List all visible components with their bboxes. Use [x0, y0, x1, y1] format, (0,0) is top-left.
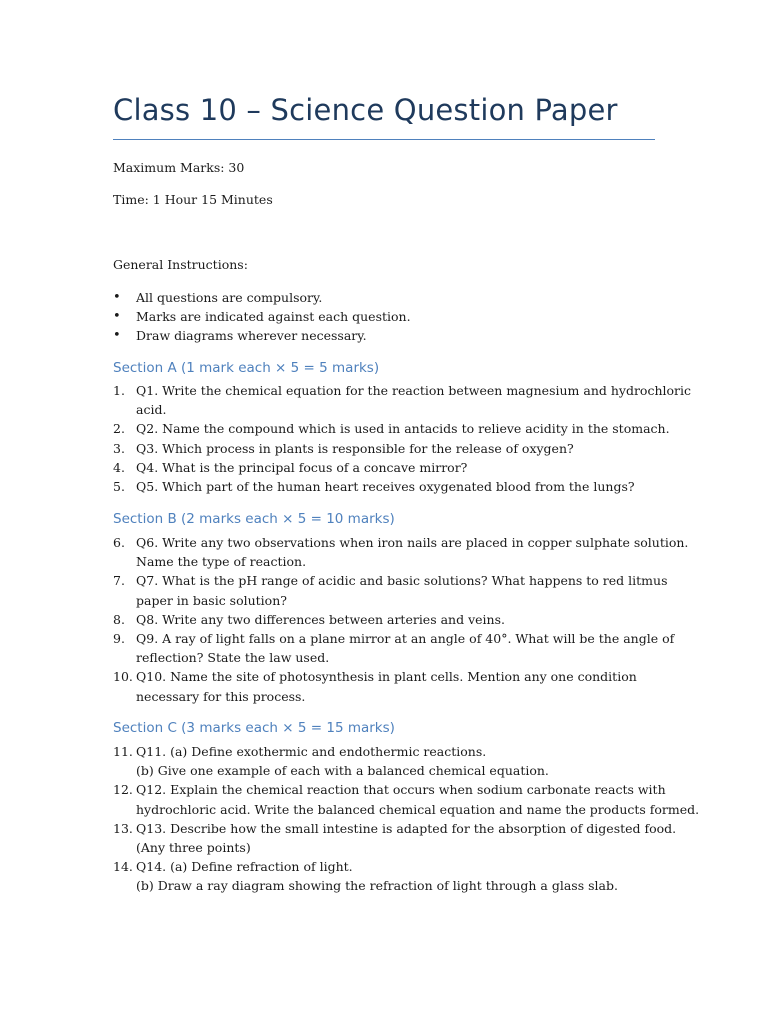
question-item — [113, 780, 700, 818]
question-item — [113, 533, 689, 571]
question-text: Q3. Which process in plants is responsible for the release of oxygen? — [136, 440, 574, 456]
question-text: Q12. Explain the chemical reaction that occurs when sodium carbonate reacts with — [136, 782, 666, 798]
bullet-icon: • — [113, 309, 121, 325]
question-number: 14. — [113, 859, 133, 875]
instruction-item — [113, 288, 411, 307]
question-item — [113, 667, 673, 705]
question-text: Q9. A ray of light falls on a plane mirror at an angle of 40°. What will be the angle of — [136, 631, 675, 647]
section-a-heading: Section A (1 mark each × 5 = 5 marks) — [113, 360, 380, 376]
question-item — [113, 419, 673, 438]
question-text: (b) Give one example of each with a balanced chemical equation. — [136, 763, 549, 779]
question-number: 12. — [113, 782, 133, 798]
section-b-questions — [113, 533, 689, 706]
question-text: necessary for this process. — [136, 688, 306, 704]
instruction-text: Marks are indicated against each question. — [136, 309, 411, 325]
question-text: Q4. What is the principal focus of a concave mirror? — [136, 459, 468, 475]
bullet-icon: • — [113, 290, 121, 305]
question-text: hydrochloric acid. Write the balanced chemical equation and name the products formed. — [136, 801, 700, 817]
question-text: Q14. (a) Define refraction of light. — [136, 859, 353, 875]
question-text: (b) Draw a ray diagram showing the refraction of light through a glass slab. — [136, 878, 618, 894]
section-a-questions — [113, 381, 692, 496]
question-text: Q5. Which part of the human heart receives oxygenated blood from the lungs? — [136, 479, 635, 495]
question-number: 11. — [113, 744, 133, 759]
maximum-marks: Maximum Marks: 30 — [113, 160, 245, 175]
question-number: 8. — [113, 611, 125, 627]
instruction-item — [113, 326, 411, 345]
question-text: Name the type of reaction. — [136, 554, 307, 570]
question-item — [113, 610, 673, 629]
question-number: 4. — [113, 459, 125, 475]
section-c-heading: Section C (3 marks each × 5 = 15 marks) — [113, 720, 395, 736]
question-text: Q8. Write any two differences between arteries and veins. — [136, 611, 505, 627]
question-item — [113, 819, 677, 857]
section-c-questions — [113, 742, 700, 896]
question-number: 7. — [113, 573, 125, 589]
question-item — [113, 571, 673, 609]
general-instructions-heading: General Instructions: — [113, 257, 248, 272]
instruction-item — [113, 307, 411, 326]
instruction-text: All questions are compulsory. — [136, 290, 323, 305]
question-text: paper in basic solution? — [136, 592, 287, 608]
question-item — [113, 742, 673, 780]
question-text: Q11. (a) Define exothermic and endothermic reactions. — [136, 744, 487, 759]
question-item — [113, 381, 692, 419]
question-number: 5. — [113, 479, 125, 495]
section-b-heading: Section B (2 marks each × 5 = 10 marks) — [113, 511, 395, 527]
question-number: 1. — [113, 383, 125, 398]
question-text: acid. — [136, 402, 167, 418]
question-text: Q10. Name the site of photosynthesis in plant cells. Mention any one condition — [136, 669, 637, 685]
question-item — [113, 857, 673, 895]
question-number: 6. — [113, 535, 125, 550]
page-title: Class 10 – Science Question Paper — [113, 93, 618, 127]
question-number: 10. — [113, 669, 133, 685]
question-number: 9. — [113, 631, 125, 647]
question-text: Q1. Write the chemical equation for the reaction between magnesium and hydrochloric — [136, 383, 692, 398]
question-number: 13. — [113, 820, 133, 836]
question-text: reflection? State the law used. — [136, 650, 330, 666]
question-number: 3. — [113, 440, 125, 456]
question-text: Q13. Describe how the small intestine is adapted for the absorption of digested food. — [136, 820, 677, 836]
question-text: Q6. Write any two observations when iron nails are placed in copper sulphate solution. — [136, 535, 689, 550]
question-item — [113, 477, 673, 496]
question-item — [113, 629, 673, 667]
bullet-icon: • — [113, 328, 121, 344]
question-text: Q2. Name the compound which is used in antacids to relieve acidity in the stomach. — [136, 421, 670, 437]
time-allowed: Time: 1 Hour 15 Minutes — [113, 192, 273, 207]
question-number: 2. — [113, 421, 125, 437]
instruction-text: Draw diagrams wherever necessary. — [136, 328, 367, 344]
title-underline — [113, 139, 655, 140]
question-item — [113, 458, 673, 477]
question-item — [113, 439, 673, 458]
question-text: (Any three points) — [136, 840, 251, 856]
question-text: Q7. What is the pH range of acidic and basic solutions? What happens to red litmus — [136, 573, 668, 589]
instructions-list — [113, 288, 411, 346]
